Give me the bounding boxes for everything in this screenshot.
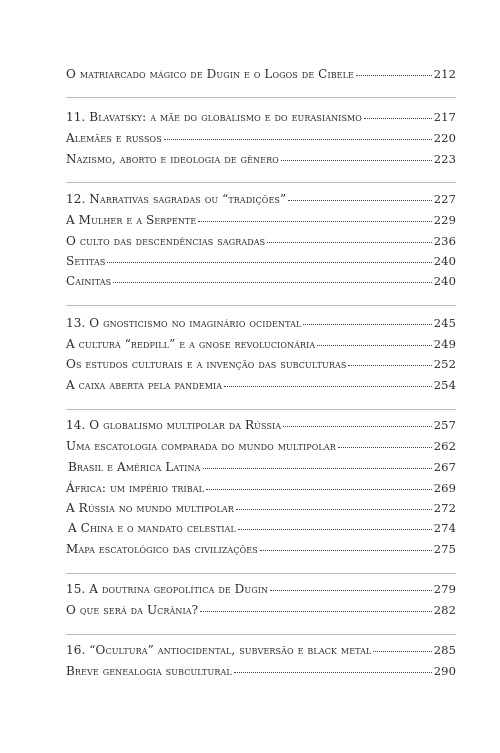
leader-dots bbox=[267, 232, 432, 243]
leader-dots bbox=[234, 662, 432, 673]
toc-entry-title: A Rússia no mundo multipolar bbox=[66, 501, 234, 515]
leader-dots bbox=[224, 376, 432, 387]
toc-entry bbox=[66, 356, 456, 372]
toc-entry bbox=[66, 377, 456, 393]
toc-chapter bbox=[66, 109, 456, 125]
leader-dots bbox=[270, 580, 432, 591]
leader-dots bbox=[206, 479, 432, 490]
toc-entry-title: O que será da Ucrânia? bbox=[66, 603, 199, 617]
toc-entry bbox=[66, 336, 456, 352]
toc-entry-page: 212 bbox=[433, 67, 456, 81]
leader-dots bbox=[200, 601, 432, 612]
toc-entry-title: O matriarcado mágico de Dugin e o Logos de Cibele bbox=[66, 67, 354, 81]
toc-entry bbox=[66, 273, 456, 289]
toc-entry-page: 240 bbox=[433, 274, 456, 288]
toc-entry-title: Uma escatologia comparada do mundo multipolar bbox=[66, 439, 336, 453]
leader-dots bbox=[288, 190, 432, 201]
leader-dots bbox=[373, 641, 431, 652]
toc-entry bbox=[66, 253, 456, 269]
toc-entry-title: África: um império tribal bbox=[66, 481, 205, 495]
toc-entry-page: 217 bbox=[433, 110, 456, 124]
leader-dots bbox=[113, 272, 432, 283]
toc-entry bbox=[68, 459, 456, 475]
toc-entry bbox=[66, 233, 456, 249]
toc-entry bbox=[66, 130, 456, 146]
leader-dots bbox=[238, 519, 432, 530]
leader-dots bbox=[317, 335, 432, 346]
section-divider bbox=[66, 305, 456, 306]
leader-dots bbox=[107, 252, 431, 263]
toc-entry-page: 240 bbox=[433, 254, 456, 268]
toc-entry-title: A China e o mandato celestial bbox=[68, 521, 236, 535]
leader-dots bbox=[260, 540, 432, 551]
toc-entry-page: 290 bbox=[433, 664, 456, 678]
toc-chapter-title: 15. A doutrina geopolítica de Dugin bbox=[66, 582, 269, 596]
toc-chapter-title: 14. O globalismo multipolar da Rússia bbox=[66, 418, 282, 432]
leader-dots bbox=[303, 314, 431, 325]
toc-entry-title: A Mulher e a Serpente bbox=[66, 213, 197, 227]
section-divider bbox=[66, 573, 456, 574]
toc-entry-title: Brasil e América Latina bbox=[68, 460, 201, 474]
toc-entry-title: Mapa escatológico das civilizações bbox=[66, 542, 258, 556]
leader-dots bbox=[338, 437, 432, 448]
toc-entry-page: 252 bbox=[433, 357, 456, 371]
toc-entry bbox=[66, 602, 456, 618]
toc-chapter-title: 16. “Ocultura” antiocidental, subversão e black metal bbox=[66, 643, 372, 657]
toc-entry-page: 245 bbox=[433, 316, 456, 330]
toc-entry-page: 257 bbox=[433, 418, 456, 432]
toc-entry-page: 285 bbox=[433, 643, 456, 657]
toc-entry bbox=[66, 500, 456, 516]
leader-dots bbox=[203, 458, 432, 469]
toc-entry-page: 274 bbox=[433, 521, 456, 535]
toc-entry bbox=[66, 541, 456, 557]
toc-chapter bbox=[66, 642, 456, 658]
toc-entry bbox=[66, 151, 456, 167]
toc-entry-page: 269 bbox=[433, 481, 456, 495]
toc-chapter-title: 13. O gnosticismo no imaginário ocidental bbox=[66, 316, 302, 330]
toc-entry-title: A caixa aberta pela pandemia bbox=[66, 378, 223, 392]
toc-entry-page: 227 bbox=[433, 192, 456, 206]
section-divider bbox=[66, 409, 456, 410]
leader-dots bbox=[164, 129, 432, 140]
toc-entry-page: 279 bbox=[433, 582, 456, 596]
leader-dots bbox=[198, 211, 431, 222]
leader-dots bbox=[281, 150, 432, 161]
toc-chapter bbox=[66, 417, 456, 433]
toc-entry bbox=[66, 480, 456, 496]
toc-entry-page: 282 bbox=[433, 603, 456, 617]
section-divider bbox=[66, 634, 456, 635]
toc-entry-page: 272 bbox=[433, 501, 456, 515]
toc-entry-title: Os estudos culturais e a invenção das subculturas bbox=[66, 357, 347, 371]
toc-entry bbox=[66, 438, 456, 454]
section-divider bbox=[66, 182, 456, 183]
toc-entry-page: 267 bbox=[433, 460, 456, 474]
toc-entry-page: 249 bbox=[433, 337, 456, 351]
toc-entry-title: Setitas bbox=[66, 254, 106, 268]
toc-entry bbox=[66, 66, 456, 82]
toc-chapter bbox=[66, 315, 456, 331]
toc-entry-title: Nazismo, aborto e ideologia de gênero bbox=[66, 152, 279, 166]
toc-entry-title: Breve genealogia subcultural bbox=[66, 664, 232, 678]
toc-entry bbox=[68, 520, 456, 536]
leader-dots bbox=[356, 65, 432, 76]
toc-entry-page: 220 bbox=[433, 131, 456, 145]
toc-chapter-title: 11. Blavatsky: a mãe do globalismo e do eurasianismo bbox=[66, 110, 362, 124]
toc-entry-page: 254 bbox=[433, 378, 456, 392]
toc-chapter-title: 12. Narrativas sagradas ou “tradições” bbox=[66, 192, 287, 206]
toc-chapter bbox=[66, 191, 456, 207]
leader-dots bbox=[348, 355, 431, 366]
leader-dots bbox=[364, 108, 432, 119]
toc-entry-page: 223 bbox=[433, 152, 456, 166]
toc-entry-page: 236 bbox=[433, 234, 456, 248]
leader-dots bbox=[283, 416, 432, 427]
section-divider bbox=[66, 97, 456, 98]
toc-entry bbox=[66, 663, 456, 679]
toc-chapter bbox=[66, 581, 456, 597]
toc-entry-title: Alemães e russos bbox=[66, 131, 162, 145]
toc-entry-title: Cainitas bbox=[66, 274, 112, 288]
toc-entry-page: 262 bbox=[433, 439, 456, 453]
toc-entry-page: 229 bbox=[433, 213, 456, 227]
toc-entry-title: A cultura “redpill” e a gnose revolucionária bbox=[66, 337, 316, 351]
leader-dots bbox=[236, 499, 432, 510]
toc-entry-page: 275 bbox=[433, 542, 456, 556]
toc-entry-title: O culto das descendências sagradas bbox=[66, 234, 266, 248]
toc-entry bbox=[66, 212, 456, 228]
